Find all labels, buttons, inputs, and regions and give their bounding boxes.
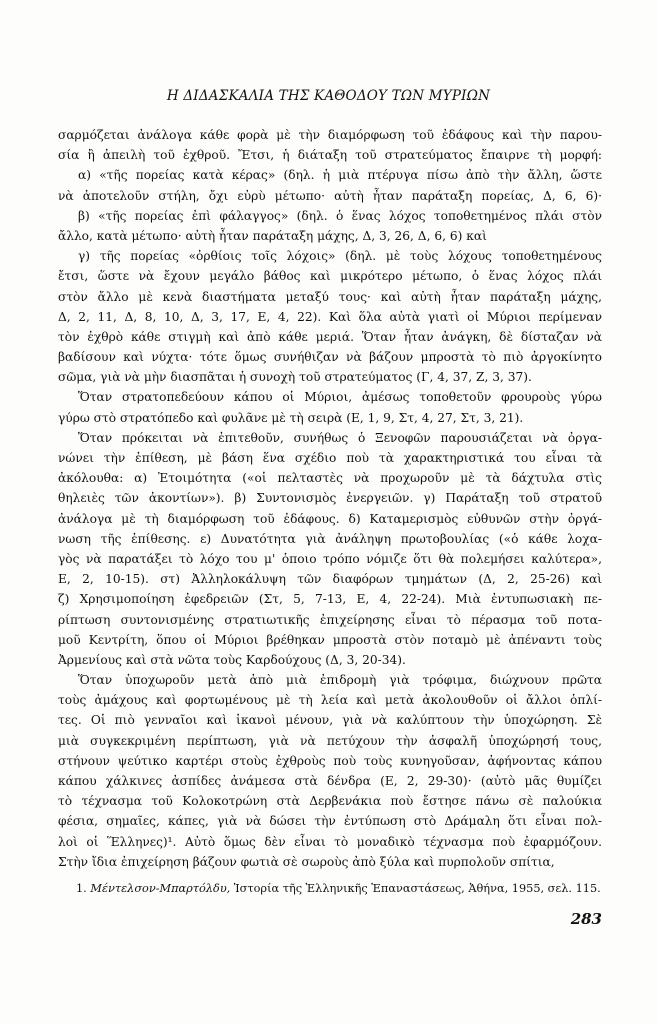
text-line: νώνει τὴν ἐπίθεση, μὲ βάση ἕνα σχέδιο ποὺ τὰ χαρακτηριστικά του εἶναι τὰ <box>58 451 602 465</box>
text-line: σία ἢ ἀπειλὴ τοῦ ἐχθροῦ. Ἔτσι, ἡ διάταξη τοῦ στρατεύματος ἔπαιρνε τὴ μορφή: <box>58 148 602 163</box>
text-line: τοὺς ἀμάχους καὶ φορτωμένους μὲ τὴ λεία καὶ μετὰ ἀκολουθοῦν οἱ ἄλλοι ὁπλί- <box>58 693 602 708</box>
footnote <box>76 882 606 895</box>
text-line: Ἀρμενίους καὶ στὰ νῶτα τοὺς Καρδούχους (Δ, 3, 20-34). <box>58 652 406 667</box>
text-line: ἄλλο, κατὰ μέτωπο· αὐτὴ ἦταν παράταξη μάχης, Δ, 3, 26, Δ, 6, 6) καὶ <box>58 228 487 243</box>
running-head: Η ΔΙΔΑΣΚΑΛΙΑ ΤΗΣ ΚΑΘΟΔΟΥ ΤΩΝ ΜΥΡΙΩΝ <box>166 88 491 104</box>
text-line: λοὶ οἱ Ἕλληνες)¹. Αὐτὸ ὅμως δὲν εἶναι τὸ μοναδικὸ τέχνασμα ποὺ ἐφαρμόζουν. <box>58 834 602 849</box>
text-line: Ὅταν ὑποχωροῦν μετὰ ἀπὸ μιὰ ἐπιδρομὴ γιὰ τρόφιμα, διώχνουν πρῶτα <box>78 673 602 688</box>
text-line: Ὅταν στρατοπεδεύουν κάπου οἱ Μύριοι, ἀμέσως τοποθετοῦν φρουροὺς γύρω <box>78 390 602 405</box>
footnote-text: Ἱστορία τῆς Ἑλληνικῆς Ἐπαναστάσεως, Ἀθήνα, 1955, σελ. 115. <box>233 882 601 895</box>
text-line: γὸς νὰ παρατάξει τὸ λόχο του μ' ὁποιο τρόπο νόμιζε ὅτι θὰ πολεμήσει καλύτερα», <box>58 551 602 566</box>
text-line: μιὰ συγκεκριμένη περίπτωση, γιὰ νὰ πετύχουν τὴν ἀσφαλῆ ὑποχώρησή τους, <box>58 733 602 748</box>
text-line: Ὅταν πρόκειται νὰ ἐπιτεθοῦν, συνήθως ὁ Ξενοφῶν παρουσιάζεται νὰ ὀργα- <box>78 430 602 445</box>
text-line: β) «τῆς πορείας ἐπὶ φάλαγγος» (δηλ. ὁ ἕνας λόχος τοποθετημένος πλάι στὸν <box>78 208 602 223</box>
text-line: στὸν ἄλλο μὲ κενὰ διαστήματα μεταξύ τους· καὶ αὐτὴ ἦταν παράταξη μάχης, <box>58 289 602 304</box>
text-line: γύρω στὸ στρατόπεδο καὶ φυλᾶνε μὲ τὴ σειρὰ (Ε, 1, 9, Στ, 4, 27, Στ, 3, 21). <box>58 410 524 425</box>
text-line: θηλειὲς τῶν ἀκοντίων»). β) Συντονισμὸς ἐνεργειῶν. γ) Παράταξη τοῦ στρατοῦ <box>58 491 602 506</box>
text-line: νὰ ἀποτελοῦν στήλη, ὄχι εὐρὺ μέτωπο· αὐτὴ ἦταν παράταξη πορείας, Δ, 6, 6)· <box>58 188 602 203</box>
text-line: ζ) Χρησιμοποίηση ἐφεδρειῶν (Στ, 5, 7-13, Ε, 4, 22-24). Μιὰ ἐντυπωσιακὴ πε- <box>58 592 602 607</box>
text-line: βαδίσουν καὶ νύχτα· τότε ὅμως συνήθιζαν νὰ βάζουν μπροστὰ τὸ πιὸ ἀργοκίνητο <box>58 350 602 365</box>
footnote-number: 1. <box>76 882 87 895</box>
text-line: ρίπτωση συντονισμένης στρατιωτικῆς ἐπιχείρησης εἶναι τὸ πέρασμα τοῦ ποτα- <box>58 612 602 627</box>
text-line: τὸ τέχνασμα τοῦ Κολοκοτρώνη στὰ Δερβενάκια ποὺ ἔστησε πάνω σὲ παλούκια <box>58 794 602 809</box>
text-line: μοῦ Κεντρίτη, ὅπου οἱ Μύριοι βρέθηκαν μπροστὰ στὸν ποταμὸ μὲ ἀπέναντι τοὺς <box>58 632 602 647</box>
text-line: Δ, 2, 11, Δ, 8, 10, Δ, 3, 17, Ε, 4, 22). Καὶ ὅλα αὐτὰ γιατὶ οἱ Μύριοι περίμεναν <box>58 309 602 324</box>
text-line: Στὴν ἴδια ἐπιχείρηση βάζουν φωτιὰ σὲ σωροὺς ἀπὸ ξύλα καὶ πυρπολοῦν σπίτια, <box>58 854 555 869</box>
text-line: στήνουν ψεύτικο καρτέρι στοὺς ἐχθροὺς ποὺ τοὺς κυνηγοῦσαν, ἀφήνοντας κάπου <box>58 753 602 768</box>
text-line: κάπου χάλκινες ἀσπίδες ἀνάμεσα στὰ δένδρα (Ε, 2, 29-30)· (αὐτὸ μᾶς θυμίζει <box>58 774 602 788</box>
text-line: Ε, 2, 10-15). στ) Ἀλληλοκάλυψη τῶν διαφόρων τμημάτων (Δ, 2, 25-26) καὶ <box>58 572 602 587</box>
text-line: ἔτσι, ὥστε νὰ ἔχουν μεγάλο βάθος καὶ μικρότερο μέτωπο, ὁ ἕνας λόχος πλάι <box>58 269 602 284</box>
text-line: φέσια, σημαῖες, κάπες, γιὰ νὰ δώσει τὴν ἐντύπωση στὸ Δράμαλη ὅτι εἶναι πολ- <box>58 814 602 829</box>
text-line: ἀνάλογα μὲ τὴ διαμόρφωση τοῦ ἐδάφους. δ) Καταμερισμὸς εὐθυνῶν στὴν ὀργά- <box>58 511 602 526</box>
text-line: α) «τῆς πορείας κατὰ κέρας» (δηλ. ἡ μιὰ πτέρυγα πίσω ἀπὸ τὴν ἄλλη, ὥστε <box>78 168 602 183</box>
text-line: τὸν ἐχθρὸ κάθε στιγμὴ καὶ ἀπὸ κάθε μεριά. Ὅταν ἦταν ἀνάγκη, δὲ δίσταζαν νὰ <box>58 329 602 344</box>
text-line: ἀκόλουθα: α) Ἑτοιμότητα («οἱ πελταστὲς νὰ προχωροῦν μὲ τὰ δάχτυλα στὶς <box>58 471 602 486</box>
text-line: νωση τῆς ἐπίθεσης. ε) Δυνατότητα γιὰ ἀνάληψη πρωτοβουλίας («ὁ κάθε λοχα- <box>58 531 602 546</box>
page-number: 283 <box>570 910 602 928</box>
text-line: γ) τῆς πορείας «ὀρθίοις τοῖς λόχοις» (δηλ. μὲ τοὺς λόχους τοποθετημένους <box>78 249 602 264</box>
text-line: σαρμόζεται ἀνάλογα κάθε φορὰ μὲ τὴν διαμόρφωση τοῦ ἐδάφους καὶ τὴν παρου- <box>58 128 602 142</box>
text-line: τες. Οἱ πιὸ γενναῖοι καὶ ἱκανοὶ μένουν, γιὰ νὰ καλύπτουν τὴν ὑποχώρηση. Σὲ <box>58 713 602 728</box>
footnote-author: Μέντελσον-Μπαρτόλδυ, <box>90 882 231 895</box>
text-line: σῶμα, γιὰ νὰ μὴν διασπᾶται ἡ συνοχὴ τοῦ στρατεύματος (Γ, 4, 37, Ζ, 3, 37). <box>58 370 532 385</box>
body-text <box>58 125 602 872</box>
